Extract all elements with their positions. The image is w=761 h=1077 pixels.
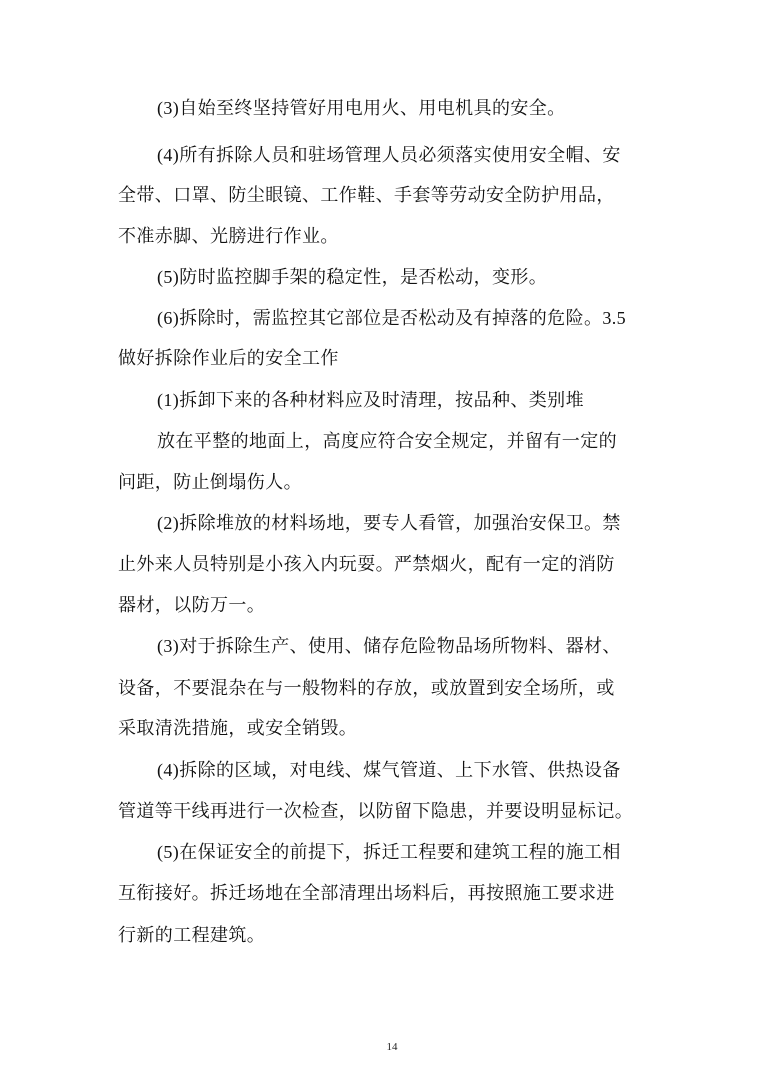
page-number: 14 <box>386 1041 398 1053</box>
text-line: 止外来人员特别是小孩入内玩耍。严禁烟火，配有一定的消防 <box>118 554 615 574</box>
text-line: (5)防时监控脚手架的稳定性，是否松动，变形。 <box>157 267 548 287</box>
text-line: 互衔接好。拆迁场地在全部清理出场料后，再按照施工要求进 <box>118 883 615 903</box>
text-line: 问距，防止倒塌伤人。 <box>118 472 302 492</box>
text-line: 放在平整的地面上，高度应符合安全规定，并留有一定的 <box>157 431 617 451</box>
text-line: (5)在保证安全的前提下，拆迁工程要和建筑工程的施工相 <box>157 842 621 862</box>
text-line: 管道等干线再进行一次检查，以防留下隐患，并要设明显标记。 <box>118 801 634 821</box>
text-line: 设备，不要混杂在与一般物料的存放，或放置到安全场所，或 <box>118 678 615 698</box>
text-line: 器材，以防万一。 <box>118 595 266 615</box>
text-line: 采取清洗措施，或安全销毁。 <box>118 718 358 738</box>
text-line: (4)拆除的区域，对电线、煤气管道、上下水管、供热设备 <box>157 760 621 780</box>
text-line: 行新的工程建筑。 <box>118 925 266 945</box>
text-line: (3)对于拆除生产、使用、储存危险物品场所物料、器材、 <box>157 636 621 656</box>
text-line: (3)自始至终坚持管好用电用火、用电机具的安全。 <box>157 98 566 118</box>
text-line: 不准赤脚、光膀进行作业。 <box>118 226 339 246</box>
text-line: (2)拆除堆放的材料场地，要专人看管，加强治安保卫。禁 <box>157 513 621 533</box>
text-line: (4)所有拆除人员和驻场管理人员必须落实使用安全帽、安 <box>157 145 621 165</box>
text-line: 做好拆除作业后的安全工作 <box>118 348 339 368</box>
text-line: 全带、口罩、防尘眼镜、工作鞋、手套等劳动安全防护用品， <box>118 185 615 205</box>
text-line: (1)拆卸下来的各种材料应及时清理，按品种、类别堆 <box>157 390 584 410</box>
text-line: (6)拆除时，需监控其它部位是否松动及有掉落的危险。3.5 <box>157 308 627 328</box>
